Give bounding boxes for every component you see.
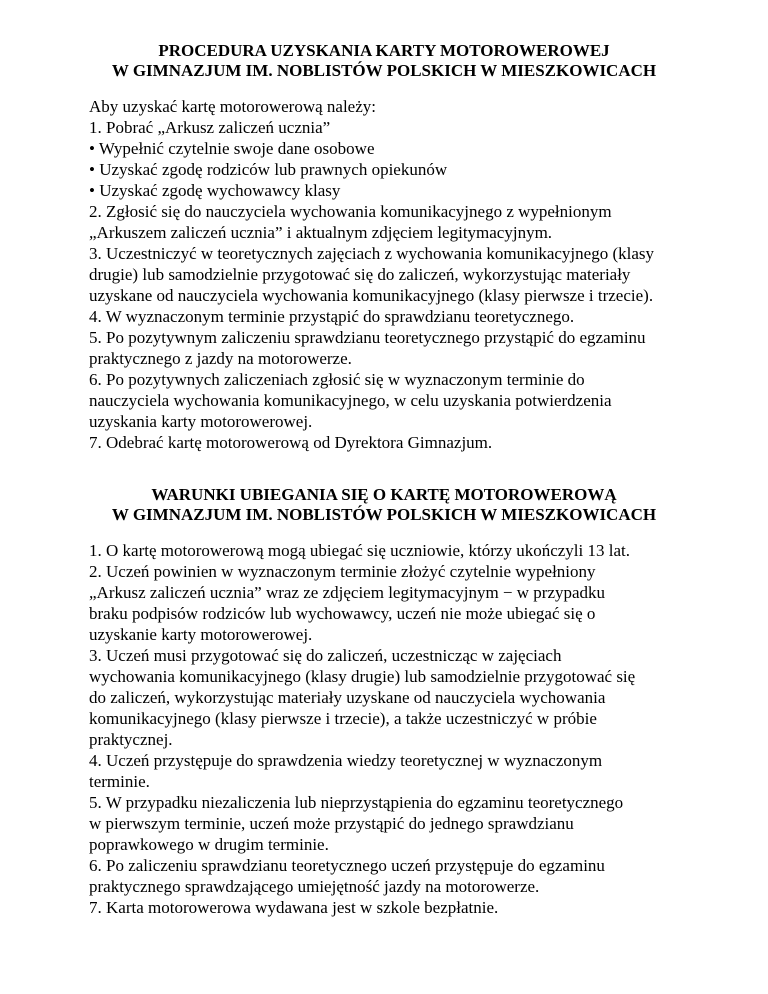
- procedure-body: [89, 96, 729, 453]
- text-line: 1. O kartę motorowerową mogą ubiegać się uczniowie, którzy ukończyli 13 lat.: [89, 541, 630, 560]
- text-line: do zaliczeń, wykorzystując materiały uzyskane od nauczyciela wychowania: [89, 688, 606, 707]
- heading-line: PROCEDURA UZYSKANIA KARTY MOTOROWEROWEJ: [158, 41, 610, 60]
- text-line: braku podpisów rodziców lub wychowawcy, uczeń nie może ubiegać się o: [89, 604, 596, 623]
- text-line: uzyskania karty motorowerowej.: [89, 412, 313, 431]
- conditions-heading: [0, 485, 768, 525]
- text-line: terminie.: [89, 772, 150, 791]
- bullet-line: • Wypełnić czytelnie swoje dane osobowe: [89, 139, 375, 158]
- text-line: 1. Pobrać „Arkusz zaliczeń ucznia”: [89, 118, 331, 137]
- text-line: poprawkowego w drugim terminie.: [89, 835, 329, 854]
- procedure-heading: [0, 41, 768, 81]
- text-line: „Arkuszem zaliczeń ucznia” i aktualnym zdjęciem legitymacyjnym.: [89, 223, 553, 242]
- text-line: „Arkusz zaliczeń ucznia” wraz ze zdjęciem legitymacyjnym − w przypadku: [89, 583, 606, 602]
- text-line: Aby uzyskać kartę motorowerową należy:: [89, 97, 376, 116]
- text-line: drugie) lub samodzielnie przygotować się do zaliczeń, wykorzystując materiały: [89, 265, 631, 284]
- text-line: w pierwszym terminie, uczeń może przystąpić do jednego sprawdzianu: [89, 814, 574, 833]
- text-line: 3. Uczeń musi przygotować się do zaliczeń, uczestnicząc w zajęciach: [89, 646, 562, 665]
- text-line: 4. Uczeń przystępuje do sprawdzenia wiedzy teoretycznej w wyznaczonym: [89, 751, 603, 770]
- text-line: uzyskane od nauczyciela wychowania komunikacyjnego (klasy pierwsze i trzecie).: [89, 286, 654, 305]
- text-line: wychowania komunikacyjnego (klasy drugie) lub samodzielnie przygotować się: [89, 667, 636, 686]
- bullet-line: • Uzyskać zgodę wychowawcy klasy: [89, 181, 341, 200]
- heading-line: WARUNKI UBIEGANIA SIĘ O KARTĘ MOTOROWEROWĄ: [151, 485, 617, 504]
- text-line: 5. Po pozytywnym zaliczeniu sprawdzianu teoretycznego przystąpić do egzaminu: [89, 328, 646, 347]
- text-line: uzyskanie karty motorowerowej.: [89, 625, 313, 644]
- text-line: 6. Po zaliczeniu sprawdzianu teoretycznego uczeń przystępuje do egzaminu: [89, 856, 605, 875]
- text-line: praktycznej.: [89, 730, 173, 749]
- heading-line: W GIMNAZJUM IM. NOBLISTÓW POLSKICH W MIESZKOWICACH: [111, 505, 657, 524]
- text-line: praktycznego z jazdy na motorowerze.: [89, 349, 352, 368]
- text-line: 6. Po pozytywnych zaliczeniach zgłosić się w wyznaczonym terminie do: [89, 370, 585, 389]
- text-line: 7. Karta motorowerowa wydawana jest w szkole bezpłatnie.: [89, 898, 499, 917]
- text-line: praktycznego sprawdzającego umiejętność jazdy na motorowerze.: [89, 877, 540, 896]
- text-line: 5. W przypadku niezaliczenia lub nieprzystąpienia do egzaminu teoretycznego: [89, 793, 624, 812]
- text-line: 2. Zgłosić się do nauczyciela wychowania komunikacyjnego z wypełnionym: [89, 202, 612, 221]
- text-line: 7. Odebrać kartę motorowerową od Dyrektora Gimnazjum.: [89, 433, 493, 452]
- conditions-body: [89, 540, 729, 918]
- text-line: 3. Uczestniczyć w teoretycznych zajęciach z wychowania komunikacyjnego (klasy: [89, 244, 655, 263]
- text-line: komunikacyjnego (klasy pierwsze i trzecie), a także uczestniczyć w próbie: [89, 709, 597, 728]
- bullet-line: • Uzyskać zgodę rodziców lub prawnych opiekunów: [89, 160, 448, 179]
- text-line: nauczyciela wychowania komunikacyjnego, w celu uzyskania potwierdzenia: [89, 391, 612, 410]
- heading-line: W GIMNAZJUM IM. NOBLISTÓW POLSKICH W MIESZKOWICACH: [111, 61, 657, 80]
- text-line: 2. Uczeń powinien w wyznaczonym terminie złożyć czytelnie wypełniony: [89, 562, 596, 581]
- text-line: 4. W wyznaczonym terminie przystąpić do sprawdzianu teoretycznego.: [89, 307, 575, 326]
